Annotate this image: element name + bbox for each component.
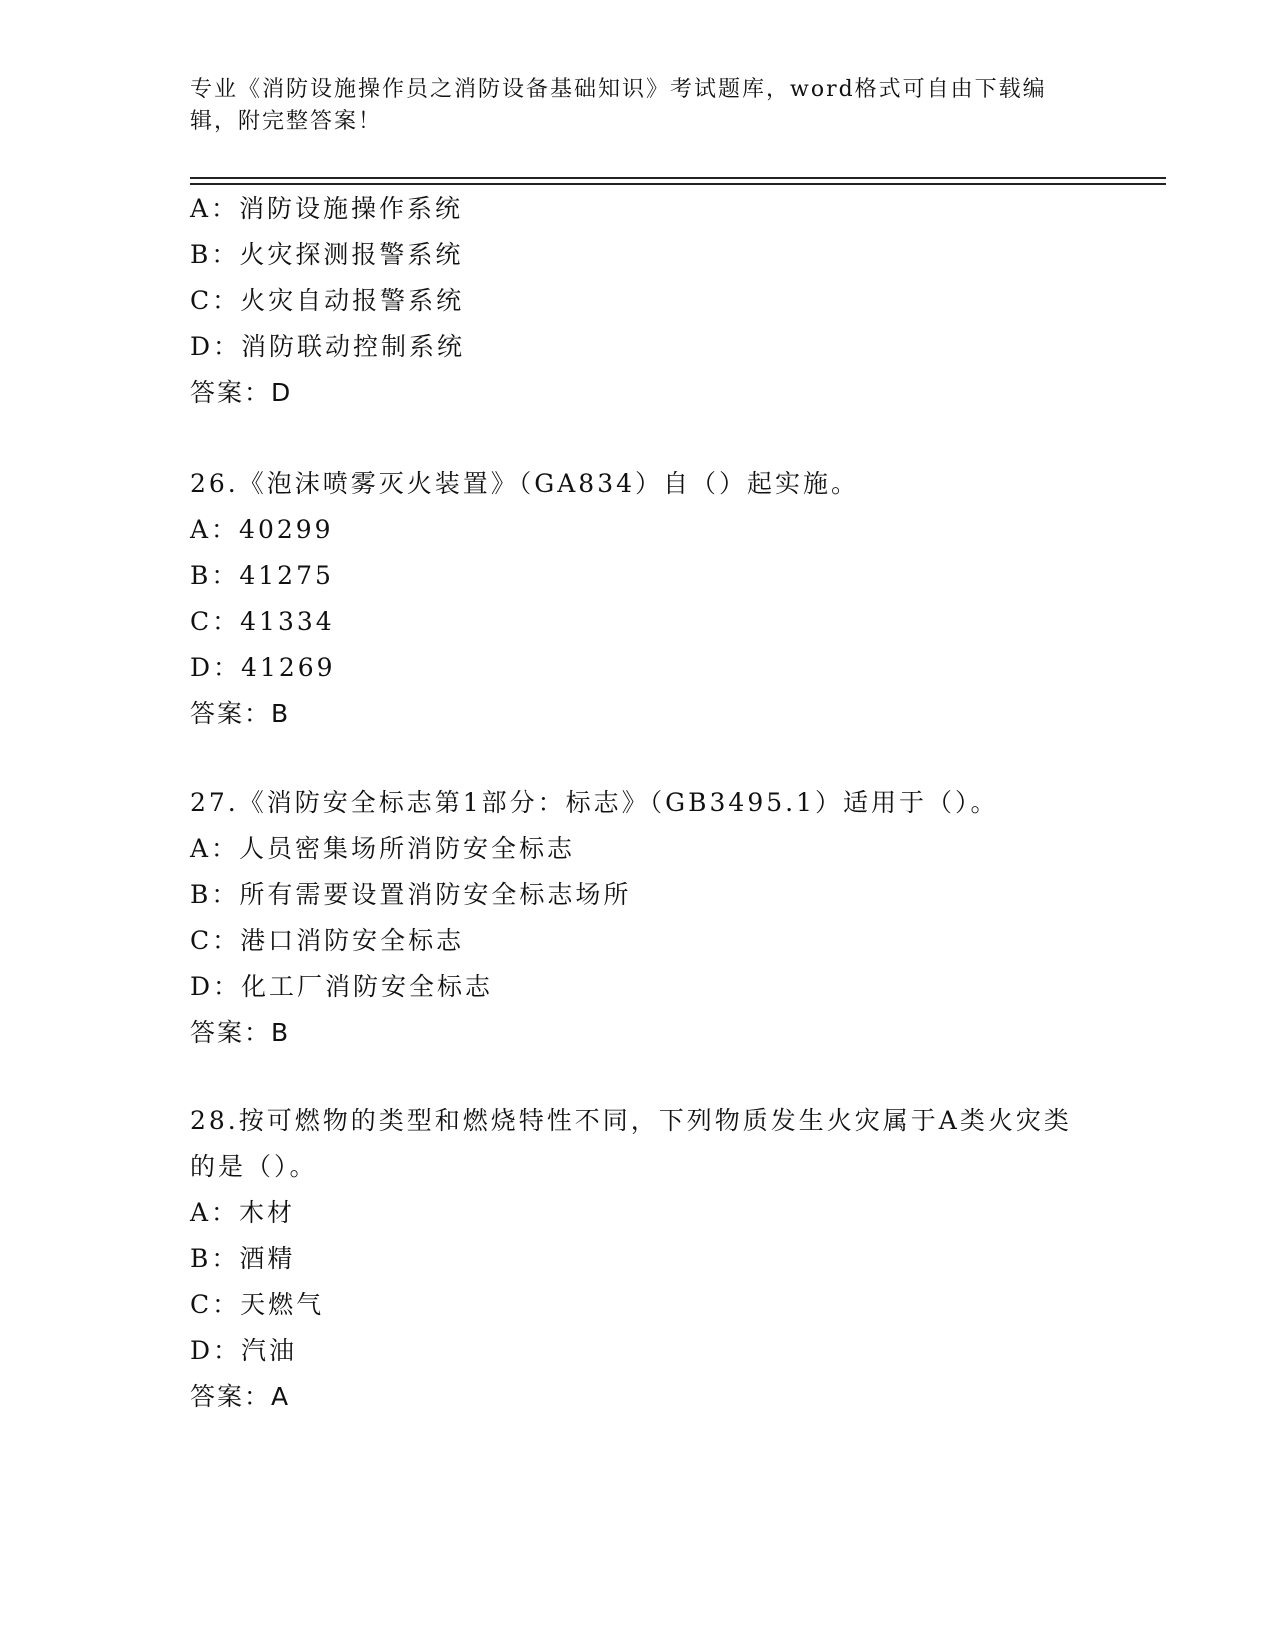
- option-c: C：天燃气: [190, 1290, 325, 1319]
- answer: 答案：D: [190, 378, 293, 407]
- question-stem: 27.《消防安全标志第1部分：标志》（GB3495.1）适用于（）。: [190, 788, 999, 817]
- option-a: A：消防设施操作系统: [190, 194, 464, 223]
- option-b: B：所有需要设置消防安全标志场所: [190, 880, 632, 909]
- option-d: D：41269: [190, 653, 336, 682]
- header-divider-top: [190, 177, 1166, 179]
- option-b: B：火灾探测报警系统: [190, 240, 464, 269]
- question-block-25: [190, 186, 1090, 416]
- question-block-27: [190, 780, 1090, 1056]
- header-divider-bottom: [190, 183, 1166, 185]
- option-a: A：木材: [190, 1198, 296, 1227]
- option-c: C：火灾自动报警系统: [190, 286, 465, 315]
- answer: 答案：A: [190, 1382, 291, 1411]
- option-b: B：酒精: [190, 1244, 296, 1273]
- answer: 答案：B: [190, 1018, 291, 1047]
- option-c: C：41334: [190, 607, 335, 636]
- option-d: D：汽油: [190, 1336, 298, 1365]
- option-a: A：人员密集场所消防安全标志: [190, 834, 576, 863]
- question-block-26: [190, 461, 1090, 737]
- question-stem: 28.按可燃物的类型和燃烧特性不同，下列物质发生火灾属于A类火灾类的是（）。: [190, 1106, 1072, 1181]
- option-b: B：41275: [190, 561, 334, 590]
- question-stem: 26.《泡沫喷雾灭火装置》（GA834）自（）起实施。: [190, 469, 860, 498]
- option-d: D：消防联动控制系统: [190, 332, 466, 361]
- answer: 答案：B: [190, 699, 291, 728]
- option-a: A：40299: [190, 515, 334, 544]
- document-header: 专业《消防设施操作员之消防设备基础知识》考试题库，word格式可自由下载编辑，附完整答案！: [190, 77, 1047, 134]
- option-d: D：化工厂消防安全标志: [190, 972, 494, 1001]
- option-c: C：港口消防安全标志: [190, 926, 465, 955]
- question-block-28: [190, 1098, 1090, 1420]
